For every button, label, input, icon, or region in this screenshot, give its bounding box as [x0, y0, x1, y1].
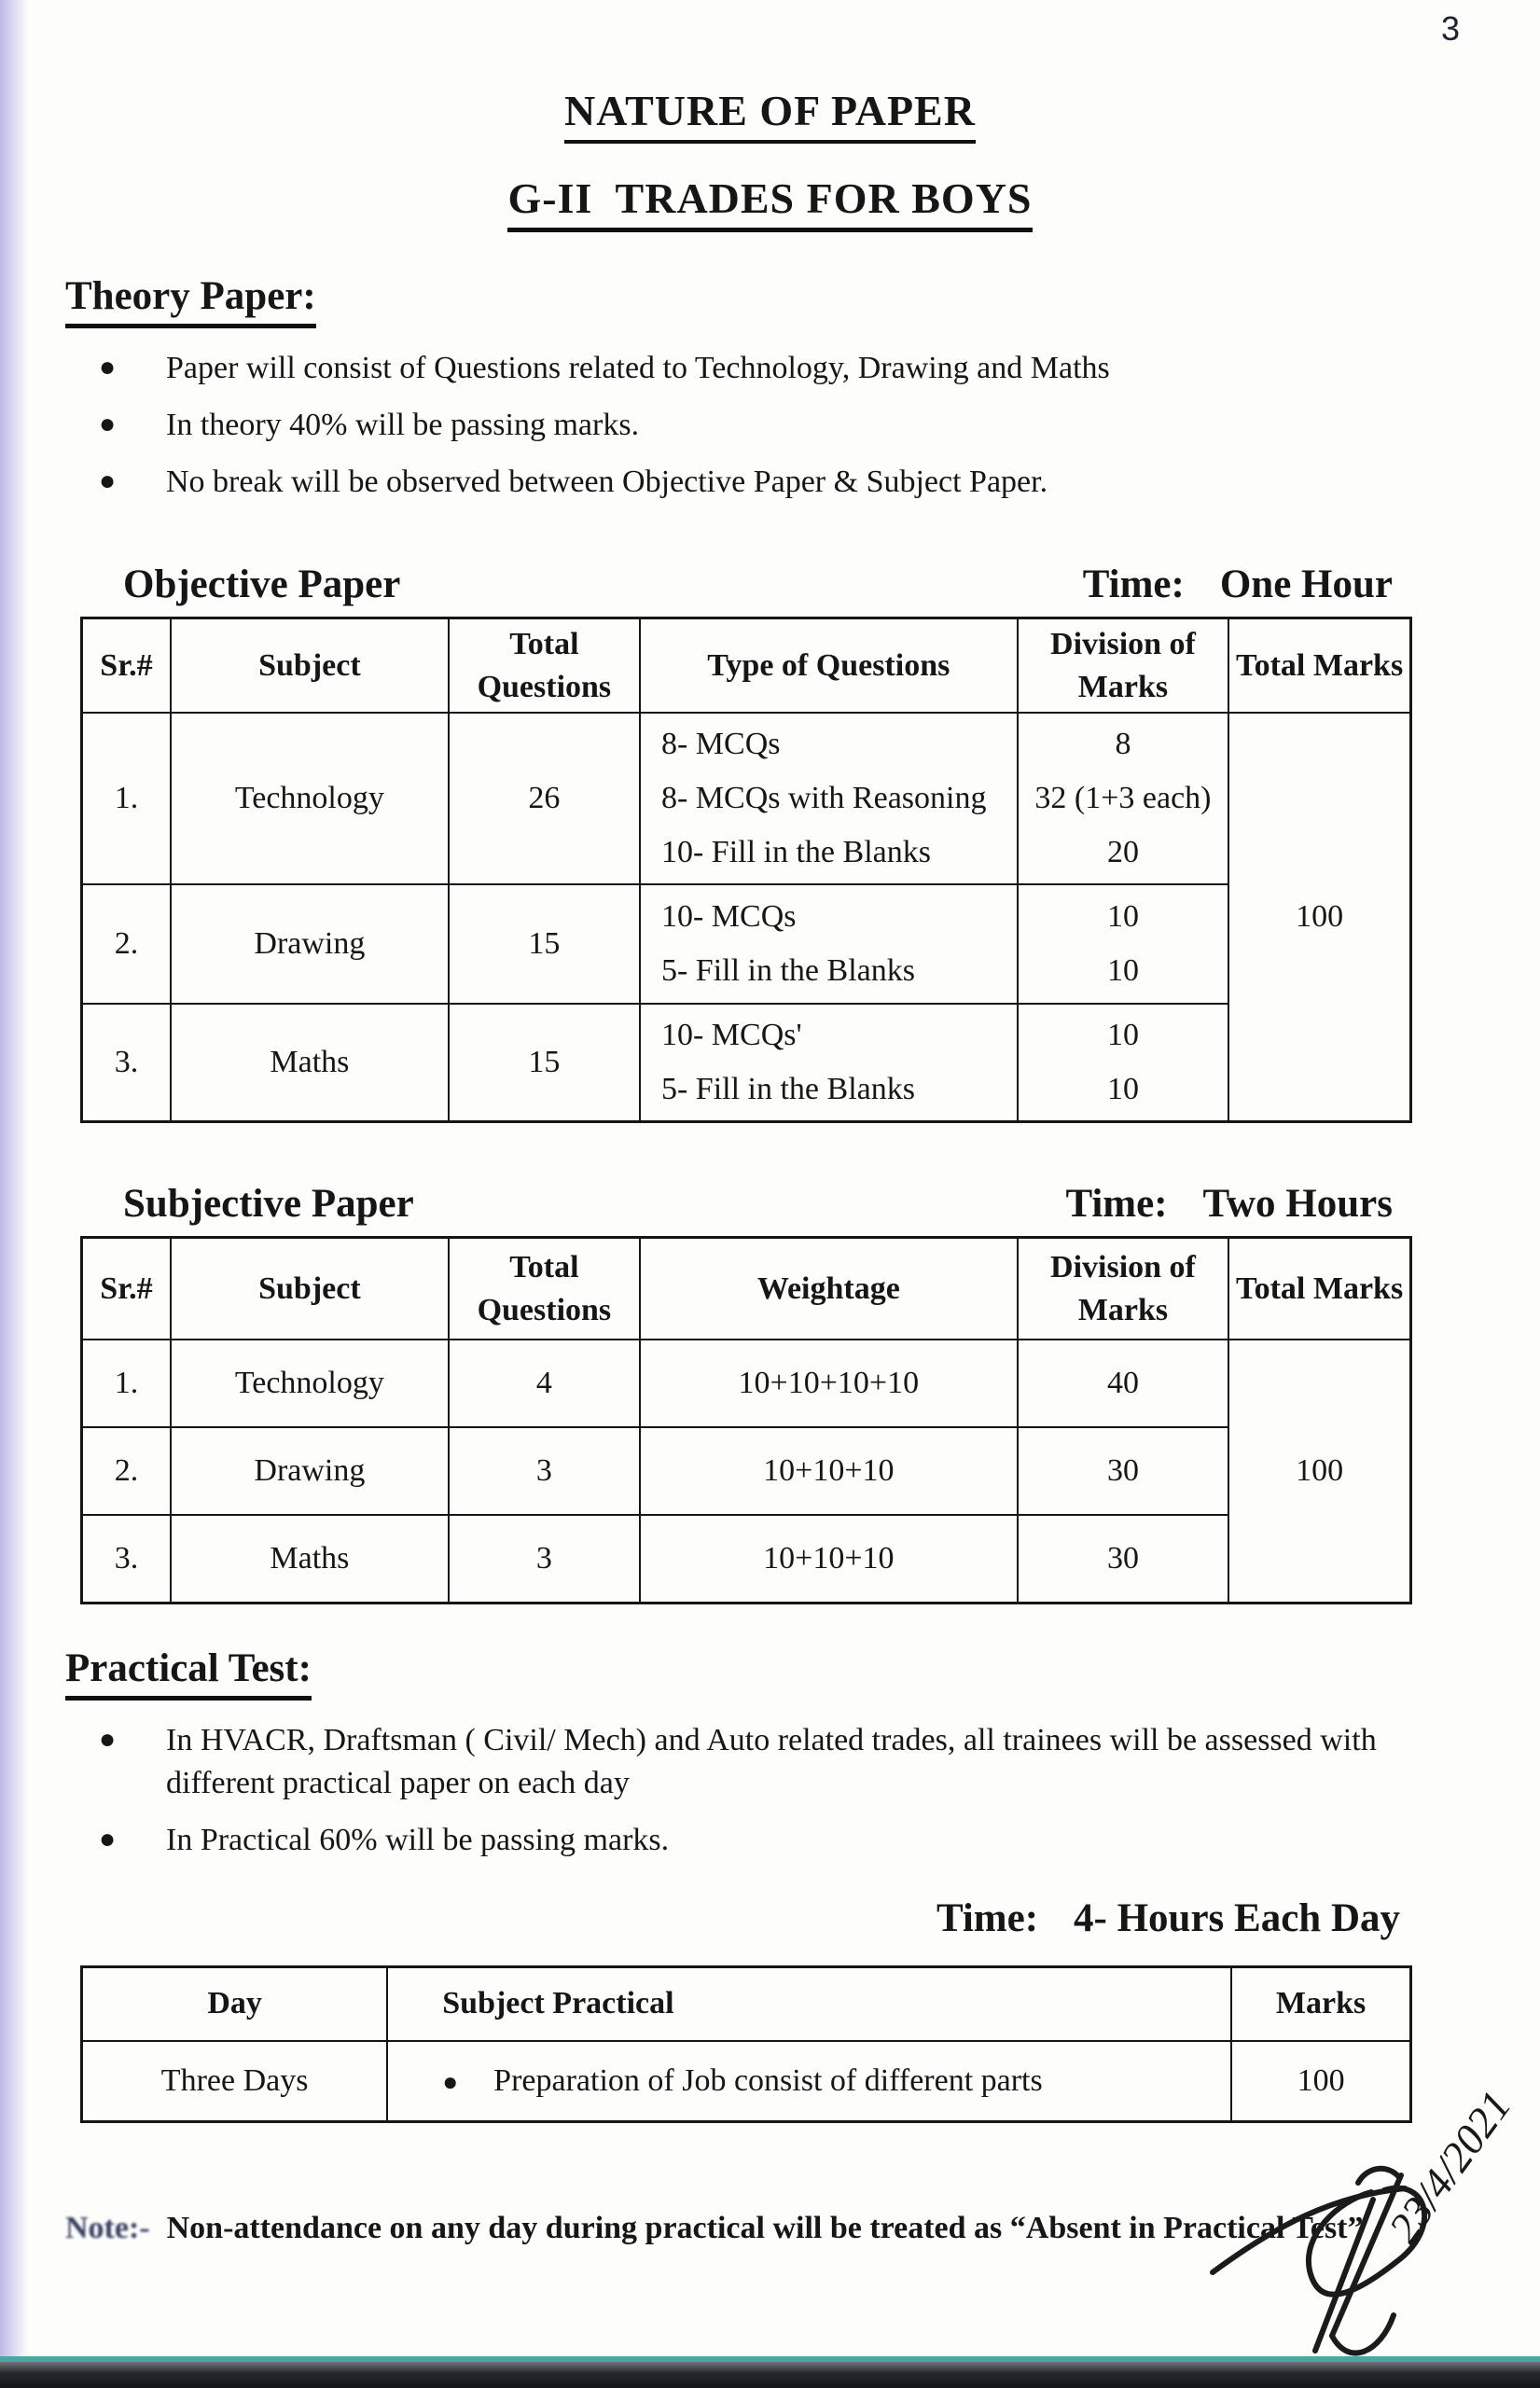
col-day: Day: [82, 1966, 388, 2041]
col-sr: Sr.#: [82, 1237, 171, 1340]
document-subtitle: G-II TRADES FOR BOYS: [0, 174, 1540, 232]
cell-total-questions: 4: [449, 1340, 640, 1427]
list-item: [99, 404, 1484, 447]
subjective-time: Time: Two Hours: [1065, 1181, 1393, 1226]
cell-weightage: 10+10+10+10: [640, 1340, 1018, 1427]
col-subject-practical: Subject Practical: [387, 1966, 1231, 2041]
table-row: [82, 1004, 1411, 1121]
bullet-icon: ●: [442, 2068, 459, 2098]
cell-division-of-marks: 40: [1018, 1340, 1229, 1427]
table-row: [82, 713, 1411, 884]
type-line: 8- MCQs: [660, 727, 781, 762]
practical-time: Time: 4- Hours Each Day: [936, 1895, 1400, 1940]
objective-caption-row: [80, 562, 1460, 607]
table-row: [82, 1427, 1411, 1515]
cell-marks: 100: [1231, 2041, 1410, 2121]
cell-sr: 3.: [82, 1004, 171, 1121]
table-header-row: [82, 1966, 1411, 2041]
page-number: 3: [1440, 9, 1460, 48]
table-header-row: [82, 618, 1411, 713]
col-sr: Sr.#: [82, 618, 171, 713]
signature-date: 23/4/2021: [1380, 2082, 1521, 2251]
cell-total-marks: 100: [1228, 713, 1410, 1121]
col-total-questions: Total Questions: [449, 1237, 640, 1340]
signature-block: [1201, 2041, 1539, 2367]
type-line: 5- Fill in the Blanks: [660, 953, 915, 989]
type-line: 5- Fill in the Blanks: [660, 1072, 915, 1107]
cell-sr: 2.: [82, 1427, 171, 1515]
note-text: Non-attendance on any day during practical will be treated as “Absent in Practical Test”: [166, 2210, 1364, 2245]
table-row: [82, 884, 1411, 1004]
cell-sr: 2.: [82, 884, 171, 1004]
cell-sr: 1.: [82, 713, 171, 884]
cell-subject: Maths: [171, 1004, 449, 1121]
cell-type-of-questions: [640, 713, 1018, 884]
theory-bullet-text: In theory 40% will be passing marks.: [166, 407, 640, 442]
cell-division-of-marks: 30: [1018, 1427, 1229, 1515]
scan-bottom-edge-dark: [0, 2362, 1540, 2388]
cell-total-questions: 15: [449, 1004, 640, 1121]
bullet-icon: ●: [99, 1823, 117, 1854]
col-subject: Subject: [171, 618, 449, 713]
cell-subject: Maths: [171, 1515, 449, 1603]
bullet-icon: ●: [99, 1723, 117, 1755]
practical-subject-text: Preparation of Job consist of different parts: [493, 2062, 1043, 2098]
col-total-marks: Total Marks: [1228, 618, 1410, 713]
list-item: [99, 461, 1484, 504]
type-line: 10- MCQs': [660, 1018, 802, 1053]
division-line: 10: [1106, 899, 1139, 935]
cell-division-of-marks: 30: [1018, 1515, 1229, 1603]
col-marks: Marks: [1231, 1966, 1410, 2041]
cell-division-of-marks: [1018, 713, 1229, 884]
division-line: 8: [1115, 727, 1131, 762]
cell-division-of-marks: [1018, 884, 1229, 1004]
division-line: 10: [1106, 1018, 1139, 1053]
theory-paper-heading: Theory Paper:: [65, 273, 1540, 328]
theory-bullet-text: No break will be observed between Objective Paper & Subject Paper.: [166, 464, 1048, 499]
bullet-icon: ●: [99, 465, 117, 496]
col-weightage: Weightage: [640, 1237, 1018, 1340]
practical-test-heading: Practical Test:: [65, 1645, 1540, 1701]
cell-sr: 1.: [82, 1340, 171, 1427]
practical-bullet-text: In HVACR, Draftsman ( Civil/ Mech) and Auto related trades, all trainees will be assessed with different practical paper on each day: [166, 1722, 1377, 1800]
list-item: [99, 1719, 1484, 1805]
cell-type-of-questions: [640, 884, 1018, 1004]
type-line: 10- MCQs: [660, 899, 797, 935]
cell-subject: Drawing: [171, 1427, 449, 1515]
col-division-of-marks: Division of Marks: [1018, 618, 1229, 713]
cell-division-of-marks: [1018, 1004, 1229, 1121]
cell-total-questions: 26: [449, 713, 640, 884]
subjective-paper-table: [80, 1236, 1412, 1604]
col-total-marks: Total Marks: [1228, 1237, 1410, 1340]
list-item: [99, 347, 1484, 390]
table-row: [82, 1515, 1411, 1603]
type-line: 10- Fill in the Blanks: [660, 835, 931, 870]
cell-total-marks: 100: [1228, 1340, 1410, 1603]
cell-subject: Technology: [171, 1340, 449, 1427]
division-line: 10: [1106, 953, 1139, 989]
cell-weightage: 10+10+10: [640, 1427, 1018, 1515]
col-total-questions: Total Questions: [449, 618, 640, 713]
cell-day: Three Days: [82, 2041, 388, 2121]
col-subject: Subject: [171, 1237, 449, 1340]
cell-subject: Drawing: [171, 884, 449, 1004]
subjective-caption-row: [80, 1181, 1460, 1227]
practical-bullet-list: [0, 1719, 1540, 1862]
theory-bullet-list: [0, 347, 1540, 504]
scan-left-edge: [0, 0, 28, 2388]
objective-paper-title: Objective Paper: [123, 562, 401, 606]
cell-type-of-questions: [640, 1004, 1018, 1121]
cell-weightage: 10+10+10: [640, 1515, 1018, 1603]
table-header-row: [82, 1237, 1411, 1340]
cell-subject: Technology: [171, 713, 449, 884]
division-line: 10: [1106, 1072, 1139, 1107]
division-line: 32 (1+3 each): [1034, 781, 1212, 816]
col-type-of-questions: Type of Questions: [640, 618, 1018, 713]
type-line: 8- MCQs with Reasoning: [660, 781, 987, 816]
practical-bullet-text: In Practical 60% will be passing marks.: [166, 1822, 670, 1857]
cell-subject-practical: [387, 2041, 1231, 2121]
table-row: [82, 1340, 1411, 1427]
subjective-paper-title: Subjective Paper: [123, 1181, 414, 1226]
col-division-of-marks: Division of Marks: [1018, 1237, 1229, 1340]
division-line: 20: [1106, 835, 1139, 870]
cell-total-questions: 15: [449, 884, 640, 1004]
objective-paper-table: [80, 617, 1412, 1123]
cell-total-questions: 3: [449, 1515, 640, 1603]
cell-total-questions: 3: [449, 1427, 640, 1515]
cell-sr: 3.: [82, 1515, 171, 1603]
document-title: NATURE OF PAPER: [0, 0, 1540, 144]
objective-time: Time: One Hour: [1082, 562, 1393, 606]
bullet-icon: ●: [99, 352, 117, 382]
bullet-icon: ●: [99, 408, 117, 439]
note-label: Note:-: [65, 2210, 150, 2245]
theory-bullet-text: Paper will consist of Questions related to Technology, Drawing and Maths: [166, 351, 1110, 385]
list-item: [99, 1819, 1484, 1862]
